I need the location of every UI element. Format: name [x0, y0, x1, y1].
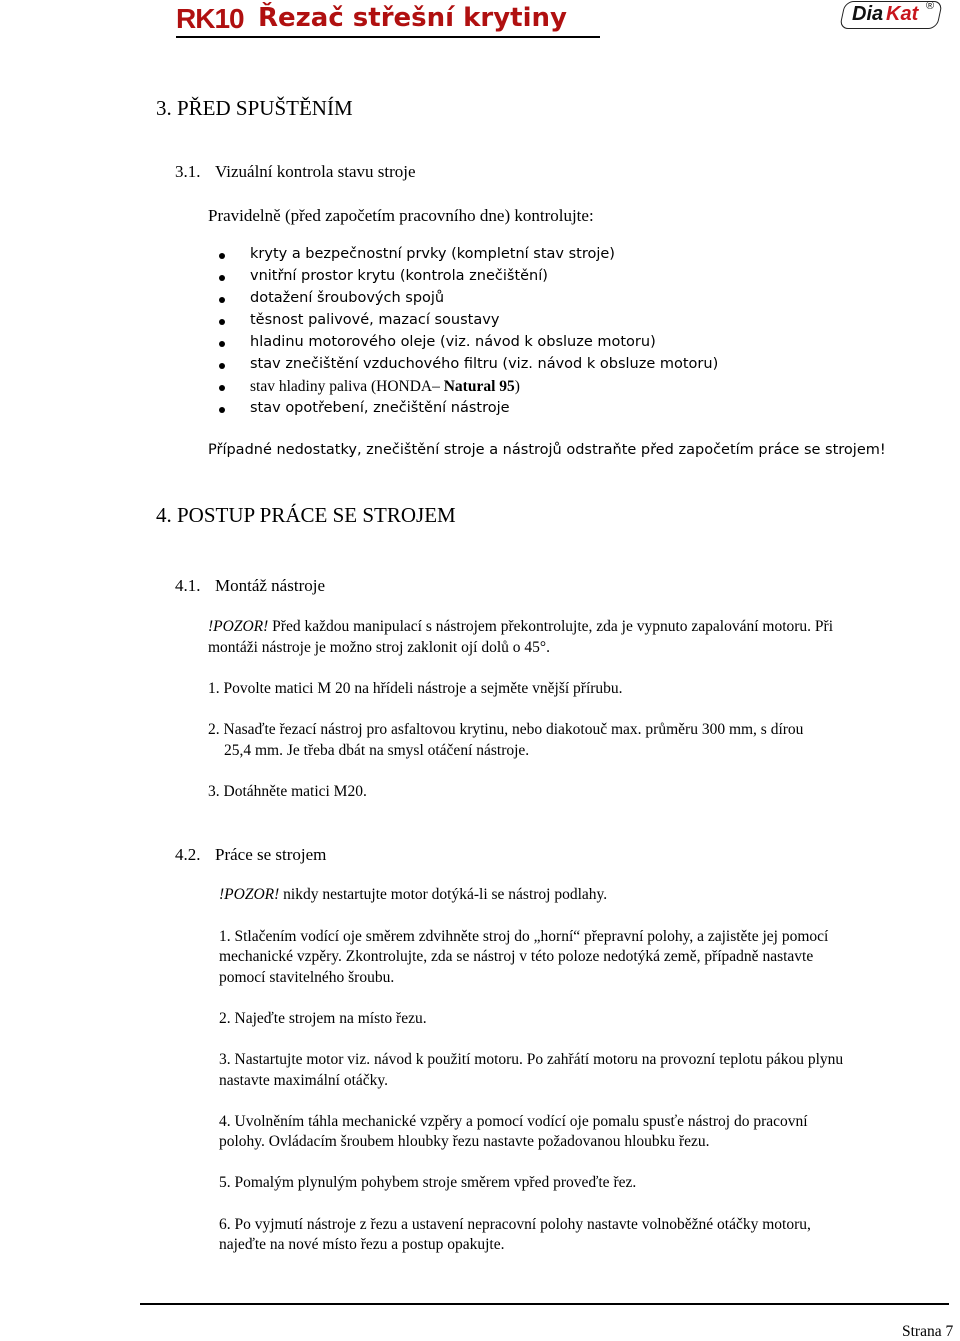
s42-step-2: 2. Najeďte strojem na místo řezu. — [219, 1010, 427, 1027]
check-item-4: těsnost palivové, mazací soustavy — [250, 312, 500, 328]
s42-step-3-line-2: nastavte maximální otáčky. — [219, 1072, 389, 1089]
s41-step-3: 3. Dotáhněte matici M20. — [208, 783, 367, 800]
check-item-6: stav znečištění vzduchového filtru (viz. návod k obsluze motoru) — [250, 356, 719, 372]
section-4-heading: 4. POSTUP PRÁCE SE STROJEM — [156, 503, 456, 527]
header-rule — [176, 36, 600, 38]
s41-warning-text: Před každou manipulací s nástrojem překontrolujte, zda je vypnuto zapalování motoru. Při — [268, 618, 834, 635]
section-4-1-title: Montáž nástroje — [215, 576, 325, 595]
s42-step-1-line-3: pomocí stavitelného šroubu. — [219, 969, 395, 986]
page-number: Strana 7 — [902, 1323, 954, 1340]
header-title: Řezač střešní krytiny — [258, 3, 567, 33]
registered-mark: ® — [926, 0, 935, 12]
s41-step-2-line-1: 2. Nasaďte řezací nástroj pro asfaltovou krytinu, nebo diakotouč max. průměru 300 mm, s dírou — [208, 721, 804, 738]
header-code: RK10 — [176, 3, 244, 34]
bullet — [219, 407, 225, 413]
s42-step-4-line-2: polohy. Ovládacím šroubem hloubky řezu nastavte požadovanou hloubku řezu. — [219, 1133, 710, 1150]
section-3-1-intro: Pravidelně (před započetím pracovního dne) kontrolujte: — [208, 206, 594, 225]
s42-step-6-line-1: 6. Po vyjmutí nástroje z řezu a ustavení nepracovní polohy nastavte volnoběžné otáčky motoru, — [219, 1216, 811, 1233]
bullet — [219, 385, 225, 391]
s42-step-6-line-2: najeďte na nové místo řezu a postup opakujte. — [219, 1236, 505, 1253]
s42-step-3-line-1: 3. Nastartujte motor viz. návod k použití motoru. Po zahřátí motoru na provozní teplotu pákou plynu — [219, 1051, 844, 1068]
check-item-3: dotažení šroubových spojů — [250, 290, 445, 306]
check-item-1: kryty a bezpečnostní prvky (kompletní stav stroje) — [250, 246, 615, 262]
check-item-7 — [250, 378, 520, 396]
bullet — [219, 341, 225, 347]
s42-step-5: 5. Pomalým plynulým pohybem stroje směrem vpřed proveďte řez. — [219, 1174, 637, 1191]
bullet — [219, 253, 225, 259]
s41-warning-line-2: montáži nástroje je možno stroj zaklonit ojí dolů o 45°. — [208, 639, 550, 656]
s42-warning — [219, 886, 607, 904]
bullet — [219, 275, 225, 281]
section-3-heading: 3. PŘED SPUŠTĚNÍM — [156, 96, 353, 120]
section-4-2-title: Práce se strojem — [215, 845, 327, 864]
s42-step-1-line-2: mechanické vzpěry. Zkontrolujte, zda se nástroj v této poloze nedotýká země, případně nastavte — [219, 948, 814, 965]
section-4-2-number: 4.2. — [175, 845, 201, 864]
bullet — [219, 363, 225, 369]
footer-rule — [140, 1303, 949, 1305]
s42-step-4-line-1: 4. Uvolněním táhla mechanické vzpěry a pomocí vodící oje pomalu spusťe nástroj do pracovní — [219, 1113, 808, 1130]
section-3-1-number: 3.1. — [175, 162, 201, 181]
s41-step-1: 1. Povolte matici M 20 na hřídeli nástroje a sejměte vnější přírubu. — [208, 680, 623, 697]
warning-label: !POZOR! — [208, 618, 269, 635]
check-item-2: vnitřní prostor krytu (kontrola znečištění) — [250, 268, 548, 284]
section-3-note: Případné nedostatky, znečištění stroje a nástrojů odstraňte před započetím práce se strojem! — [208, 442, 886, 458]
s42-step-1-line-1: 1. Stlačením vodící oje směrem zdvihněte stroj do „horní“ přepravní polohy, a zajistěte jej pomocí — [219, 928, 829, 945]
logo-text-dia: Dia — [852, 3, 884, 25]
s42-warning-text: nikdy nestartujte motor dotýká-li se nástroj podlahy. — [279, 886, 608, 903]
check-item-7-end: ) — [514, 378, 520, 395]
s41-warning-line-1 — [208, 618, 833, 636]
section-4-1-number: 4.1. — [175, 576, 201, 595]
bullet — [219, 297, 225, 303]
diakat-logo — [842, 1, 942, 31]
check-item-7-text: stav hladiny paliva (HONDA– — [250, 378, 444, 395]
warning-label: !POZOR! — [219, 886, 280, 903]
section-3-1-title: Vizuální kontrola stavu stroje — [215, 162, 416, 181]
logo-text-kat: Kat — [886, 3, 919, 25]
check-item-8: stav opotřebení, znečištění nástroje — [250, 400, 510, 416]
fuel-type: Natural 95 — [443, 378, 515, 395]
bullet — [219, 319, 225, 325]
s41-step-2-line-2: 25,4 mm. Je třeba dbát na smysl otáčení nástroje. — [224, 742, 530, 759]
check-item-5: hladinu motorového oleje (viz. návod k obsluze motoru) — [250, 334, 656, 350]
